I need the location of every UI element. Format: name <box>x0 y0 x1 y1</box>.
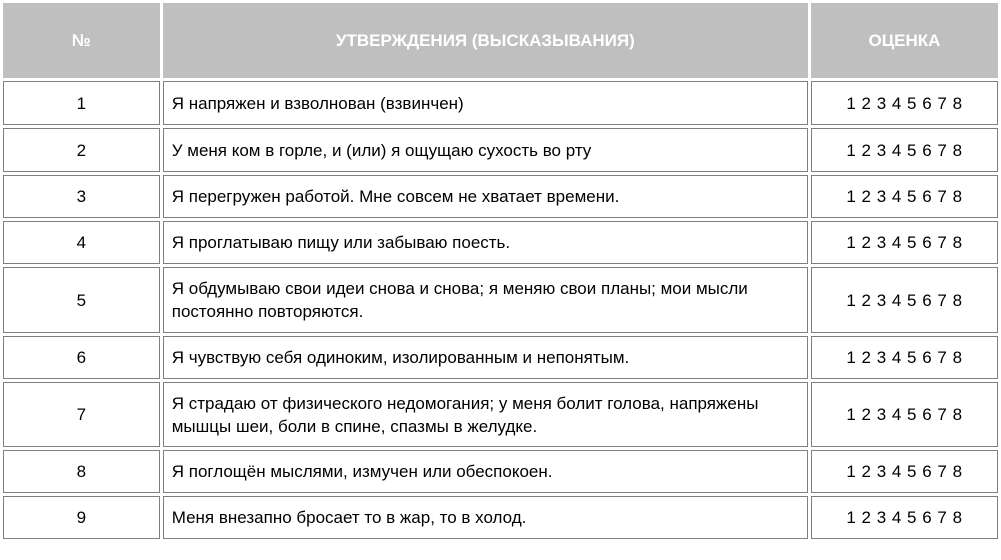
row-score-scale[interactable]: 1 2 3 4 5 6 7 8 <box>811 336 998 379</box>
row-score-scale[interactable]: 1 2 3 4 5 6 7 8 <box>811 221 998 264</box>
row-score-scale[interactable]: 1 2 3 4 5 6 7 8 <box>811 175 998 218</box>
table-row <box>3 175 998 218</box>
row-score-scale[interactable]: 1 2 3 4 5 6 7 8 <box>811 382 998 447</box>
table-row <box>3 450 998 493</box>
row-score-scale[interactable]: 1 2 3 4 5 6 7 8 <box>811 128 998 172</box>
row-statement: Меня внезапно бросает то в жар, то в холод. <box>163 496 808 539</box>
row-number: 5 <box>3 267 160 333</box>
table-row <box>3 496 998 539</box>
row-number: 2 <box>3 128 160 172</box>
header-num: № <box>3 3 160 78</box>
row-statement: Я перегружен работой. Мне совсем не хватает времени. <box>163 175 808 218</box>
row-number: 4 <box>3 221 160 264</box>
row-number: 3 <box>3 175 160 218</box>
table-row <box>3 221 998 264</box>
row-number: 8 <box>3 450 160 493</box>
row-statement: У меня ком в горле, и (или) я ощущаю сухость во рту <box>163 128 808 172</box>
table-row <box>3 81 998 125</box>
row-score-scale[interactable]: 1 2 3 4 5 6 7 8 <box>811 496 998 539</box>
table-row <box>3 267 998 333</box>
table-row <box>3 128 998 172</box>
table-row <box>3 382 998 447</box>
row-statement: Я поглощён мыслями, измучен или обеспокоен. <box>163 450 808 493</box>
row-number: 7 <box>3 382 160 447</box>
row-score-scale[interactable]: 1 2 3 4 5 6 7 8 <box>811 450 998 493</box>
row-number: 1 <box>3 81 160 125</box>
header-score: ОЦЕНКА <box>811 3 998 78</box>
row-statement: Я чувствую себя одиноким, изолированным и непонятым. <box>163 336 808 379</box>
row-statement: Я напряжен и взволнован (взвинчен) <box>163 81 808 125</box>
table-row <box>3 336 998 379</box>
row-statement: Я страдаю от физического недомогания; у меня болит голова, напряжены мышцы шеи, боли в спине, спазмы в желудке. <box>163 382 808 447</box>
row-number: 6 <box>3 336 160 379</box>
row-statement: Я проглатываю пищу или забываю поесть. <box>163 221 808 264</box>
row-score-scale[interactable]: 1 2 3 4 5 6 7 8 <box>811 267 998 333</box>
header-statement: УТВЕРЖДЕНИЯ (ВЫСКАЗЫВАНИЯ) <box>163 3 808 78</box>
row-statement: Я обдумываю свои идеи снова и снова; я меняю свои планы; мои мысли постоянно повторяются. <box>163 267 808 333</box>
row-number: 9 <box>3 496 160 539</box>
table-header-row <box>3 3 998 78</box>
row-score-scale[interactable]: 1 2 3 4 5 6 7 8 <box>811 81 998 125</box>
